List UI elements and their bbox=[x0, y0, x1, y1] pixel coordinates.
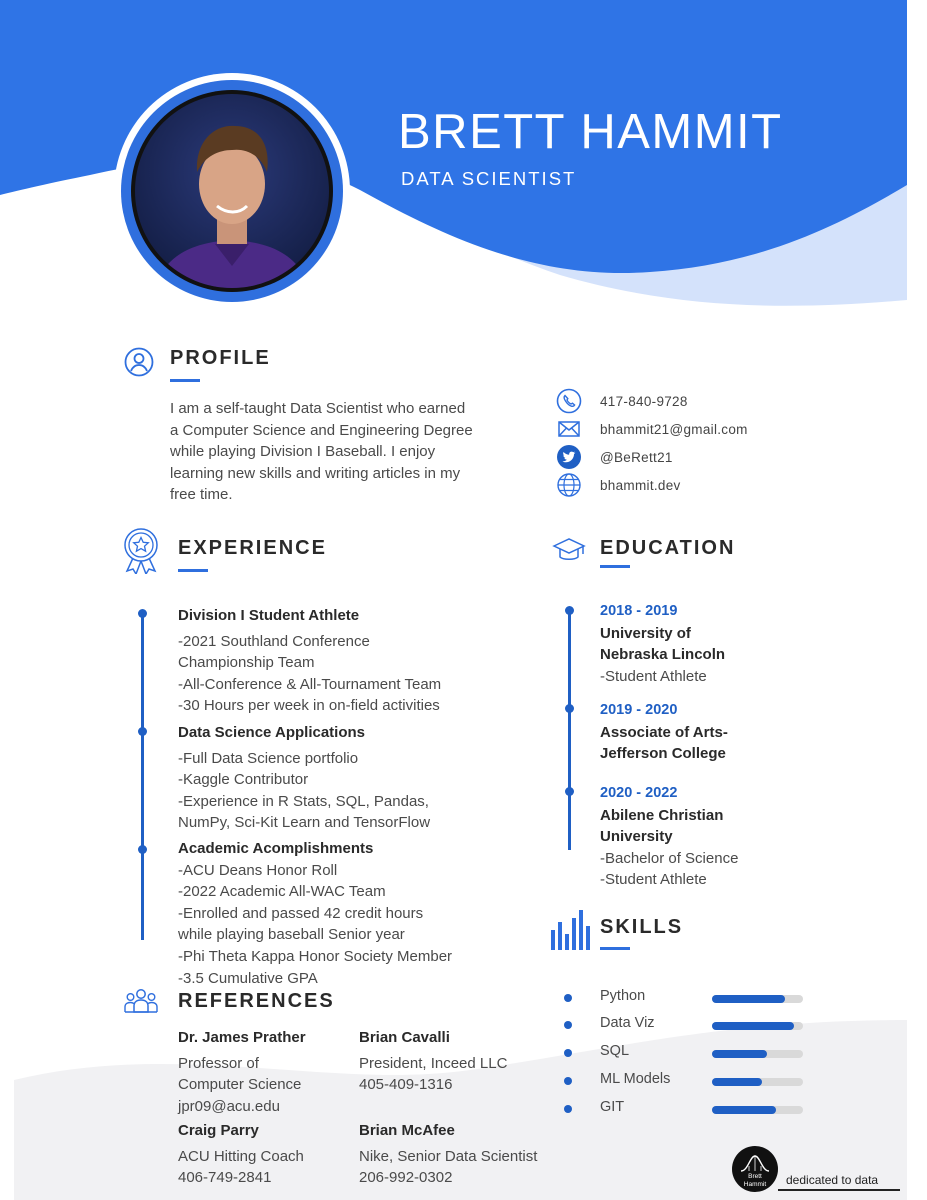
education-underline bbox=[600, 565, 630, 568]
phone-icon bbox=[556, 388, 582, 414]
bar-chart-icon bbox=[550, 908, 590, 950]
profile-photo bbox=[135, 94, 329, 288]
job-title: DATA SCIENTIST bbox=[401, 168, 577, 189]
skill-item bbox=[564, 1015, 804, 1035]
graduation-cap-icon bbox=[552, 536, 586, 566]
globe-icon bbox=[556, 472, 582, 498]
experience-heading: EXPERIENCE bbox=[178, 537, 327, 559]
experience-item-title: Academic Acomplishments bbox=[178, 840, 374, 857]
twitter-icon bbox=[556, 444, 582, 470]
skill-name: SQL bbox=[600, 1043, 630, 1059]
contact-twitter[interactable] bbox=[556, 443, 673, 471]
skill-name: GIT bbox=[600, 1099, 625, 1115]
experience-underline bbox=[178, 569, 208, 572]
reference-card: Brian McAfee Nike, Senior Data Scientist 206-992-0302 bbox=[359, 1122, 538, 1187]
skill-bar bbox=[712, 1022, 803, 1030]
education-item: 2018 - 2019 University of Nebraska Lincoln -Student Athlete bbox=[600, 603, 726, 685]
profile-heading: PROFILE bbox=[170, 347, 271, 369]
skill-name: Data Viz bbox=[600, 1015, 655, 1031]
bell-curve-icon bbox=[740, 1154, 770, 1172]
email-icon bbox=[556, 416, 582, 442]
experience-item: Academic Acomplishments -ACU Deans Honor Roll -2022 Academic All-WAC Team -Enrolled and passed 42 credit hours while playing baseball Senior year -Phi Theta Kappa Honor Society Member -3.5 Cumulative GPA bbox=[178, 840, 453, 987]
skill-bar bbox=[712, 1078, 803, 1086]
contact-email-text: bhammit21@gmail.com bbox=[600, 421, 748, 437]
user-icon bbox=[124, 347, 154, 377]
contact-website[interactable] bbox=[556, 471, 681, 499]
skill-name: ML Models bbox=[600, 1071, 671, 1087]
contact-phone-text: 417-840-9728 bbox=[600, 393, 688, 409]
education-years: 2020 - 2022 bbox=[600, 785, 678, 801]
skill-item bbox=[564, 1071, 804, 1091]
skill-name: Python bbox=[600, 988, 646, 1004]
reference-name: Dr. James Prather bbox=[178, 1029, 306, 1046]
skill-bar bbox=[712, 1050, 803, 1058]
contact-phone[interactable] bbox=[556, 387, 688, 415]
skill-bullet bbox=[564, 1105, 572, 1113]
education-years: 2018 - 2019 bbox=[600, 603, 678, 619]
education-years: 2019 - 2020 bbox=[600, 702, 678, 718]
contact-twitter-text: @BeRett21 bbox=[600, 449, 673, 465]
award-ribbon-icon bbox=[122, 528, 160, 574]
reference-card: Brian Cavalli President, Inceed LLC 405-409-1316 bbox=[359, 1029, 508, 1094]
skill-bar bbox=[712, 995, 803, 1003]
tagline-underline bbox=[778, 1189, 900, 1191]
contact-email[interactable] bbox=[556, 415, 748, 443]
experience-item: Division I Student Athlete -2021 Southland Conference Championship Team -All-Conference & All-Tournament Team -30 Hours per week in on-field activities bbox=[178, 607, 442, 715]
avatar bbox=[114, 73, 350, 309]
name-heading: BRETT HAMMIT bbox=[398, 105, 783, 159]
timeline-dot bbox=[565, 704, 574, 713]
skill-item bbox=[564, 1099, 804, 1119]
reference-card: Dr. James Prather Professor of Computer Science jpr09@acu.edu bbox=[178, 1029, 306, 1115]
experience-item-title: Data Science Applications bbox=[178, 724, 366, 741]
timeline-dot bbox=[565, 787, 574, 796]
brand-logo bbox=[732, 1146, 778, 1192]
skill-item bbox=[564, 988, 804, 1008]
logo-text: Brett Hammit bbox=[743, 1173, 767, 1188]
experience-timeline bbox=[141, 612, 144, 940]
profile-underline bbox=[170, 379, 200, 382]
reference-card: Craig Parry ACU Hitting Coach 406-749-2841 bbox=[178, 1122, 304, 1187]
profile-text: I am a self-taught Data Scientist who earned a Computer Science and Engineering Degree while playing Division I Baseball. I enjoy learning new skills and writing articles in my free time. bbox=[170, 400, 473, 504]
skill-bullet bbox=[564, 1021, 572, 1029]
timeline-dot bbox=[138, 845, 147, 854]
timeline-dot bbox=[565, 606, 574, 615]
education-heading: EDUCATION bbox=[600, 537, 736, 559]
education-item: 2019 - 2020 Associate of Arts- Jefferson College bbox=[600, 702, 728, 763]
contact-website-text: bhammit.dev bbox=[600, 477, 681, 493]
reference-name: Brian Cavalli bbox=[359, 1029, 450, 1046]
skill-item bbox=[564, 1043, 804, 1063]
experience-item-title: Division I Student Athlete bbox=[178, 607, 360, 624]
skill-bullet bbox=[564, 994, 572, 1002]
timeline-dot bbox=[138, 727, 147, 736]
reference-name: Brian McAfee bbox=[359, 1122, 455, 1139]
reference-name: Craig Parry bbox=[178, 1122, 259, 1139]
people-group-icon bbox=[124, 988, 158, 1014]
experience-item: Data Science Applications -Full Data Science portfolio -Kaggle Contributor -Experience in R Stats, SQL, Pandas, NumPy, Sci-Kit Learn and TensorFlow bbox=[178, 724, 431, 832]
education-timeline bbox=[568, 610, 571, 850]
skill-bar bbox=[712, 1106, 803, 1114]
skills-heading: SKILLS bbox=[600, 916, 684, 938]
timeline-dot bbox=[138, 609, 147, 618]
logo-tagline: dedicated to data bbox=[786, 1173, 879, 1187]
education-item: 2020 - 2022 Abilene Christian University -Bachelor of Science -Student Athlete bbox=[600, 785, 739, 889]
references-heading: REFERENCES bbox=[178, 990, 335, 1012]
skills-underline bbox=[600, 947, 630, 950]
skill-bullet bbox=[564, 1049, 572, 1057]
skill-bullet bbox=[564, 1077, 572, 1085]
